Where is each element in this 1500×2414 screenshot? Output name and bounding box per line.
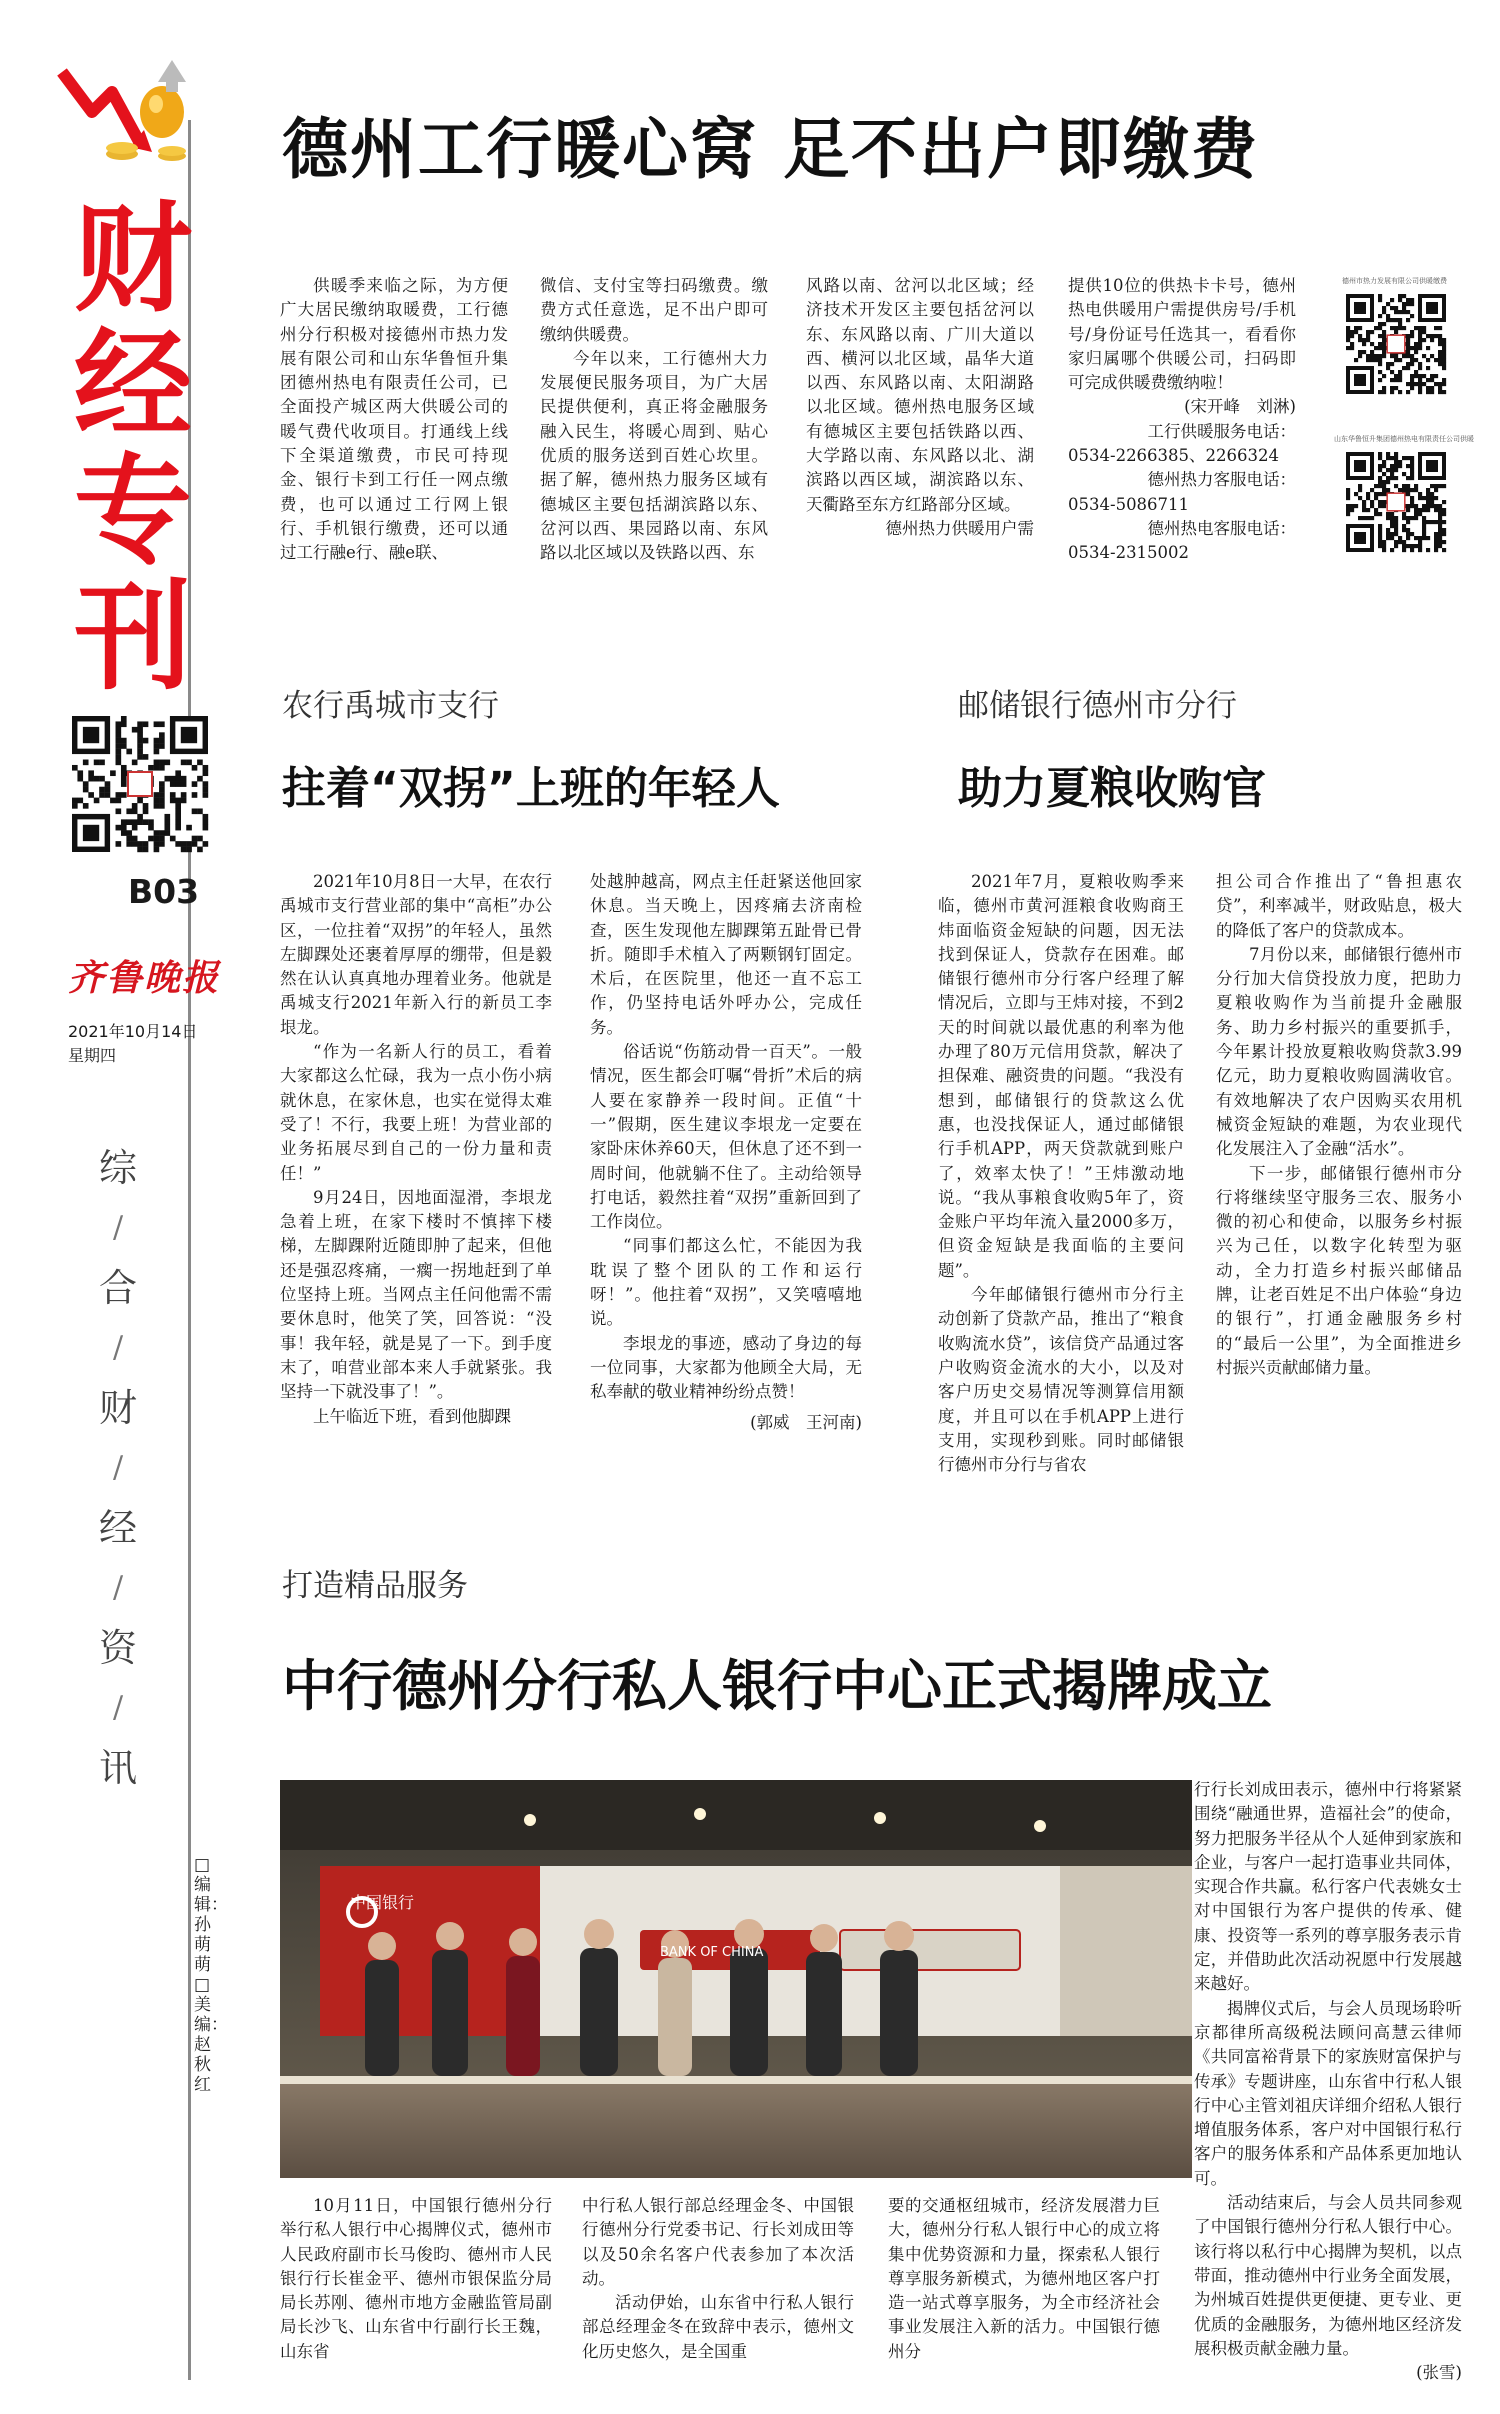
article4-byline: (张雪) bbox=[1416, 2363, 1462, 2383]
column-name: 综 / 合 / 财 / 经 / 资 / 讯 bbox=[92, 1138, 144, 1798]
article4-bottom-col1 bbox=[280, 2194, 552, 2361]
qr-code-icon bbox=[72, 716, 208, 852]
column-char: 综 bbox=[98, 1146, 137, 1190]
article3-col2 bbox=[1216, 870, 1462, 1460]
paragraph: 供暖季来临之际，为方便广大居民缴纳取暖费，工行德州分行积极对接德州市热力发展有限公司和山东华鲁恒升集团德州热电有限责任公司，已全面投产城区两大供暖公司的暖气费代收项目。打通线上线下全渠道缴费，市民可持现金、银行卡到工行任一网点缴费，也可以通过工行网上银行、手机银行缴费，还可以通过工行融e行、融e联、 bbox=[280, 276, 508, 563]
paragraph: 今年邮储银行德州市分行主动创新了贷款产品，推出了“粮食收购流水贷”，该信贷产品通过客户收购资金流水的大小，以及对客户历史交易情况等测算信用额度，并且可以在手机APP上进行支用，实现秒到账。同时邮储银行德州市分行与省农 bbox=[938, 1285, 1184, 1475]
newspaper-masthead: 齐鲁晚报 bbox=[68, 957, 221, 999]
paragraph: 处越肿越高，网点主任赶紧送他回家休息。当天晚上，因疼痛去济南检查，医生发现他左脚踝第五趾骨已骨折。随即手术植入了两颗钢钉固定。术后，在医院里，他还一直不忘工作，仍坚持电话外呼办公，完成任务。 bbox=[590, 872, 862, 1037]
article2-kicker: 农行禹城市支行 bbox=[282, 688, 499, 724]
paragraph: “同事们都这么忙，不能因为我耽误了整个团队的工作和运行呀！”。他拄着“双拐”，又笑嘻嘻地说。 bbox=[590, 1236, 862, 1329]
article1-col1 bbox=[280, 274, 508, 590]
column-char: 财 bbox=[98, 1386, 137, 1430]
contact-label: 德州热电客服电话： bbox=[1147, 518, 1296, 538]
paragraph: 今年以来，工行德州大力发展便民服务项目，为广大居民提供便利，真正将金融服务融入民生，将暖心周到、贴心优质的服务送到百姓心坎里。据了解，德州热力服务区域有德城区主要包括湖滨路以东、岔河以西、果园路以南、东风路以北区域以及铁路以西、东 bbox=[540, 348, 768, 563]
page-number: B03 bbox=[128, 872, 200, 911]
paragraph: 俗话说“伤筋动骨一百天”。一般情况，医生都会叮嘱“骨折”术后的病人要在家静养一段时间。正值“十一”假期，医生建议李垠龙一定要在家卧床休养60天，但休息了还不到一周时间，他就躺不住了。主动给领导打电话，毅然拄着“双拐”重新回到了工作岗位。 bbox=[590, 1042, 862, 1232]
article1-col3 bbox=[806, 274, 1034, 590]
paragraph: 提供10位的供热卡卡号，德州热电供暖用户需提供房号/手机号/身份证号任选其一，看看你家归属哪个供暖公司，扫码即可完成供暖费缴纳啦！ bbox=[1068, 276, 1296, 393]
paragraph: 要的交通枢纽城市，经济发展潜力巨大，德州分行私人银行中心的成立将集中优势资源和力量，探索私人银行尊享服务新模式，为德州地区客户打造一站式尊享服务，为全市经济社会事业发展注入新的活力。中国银行德州分 bbox=[888, 2196, 1160, 2361]
contact-label: 德州热力客服电话： bbox=[1147, 470, 1296, 490]
article4-bottom-col3 bbox=[888, 2194, 1160, 2361]
paragraph: 风路以南、岔河以北区域；经济技术开发区主要包括岔河以东、东风路以南、广川大道以西、横河以北区域，晶华大道以西、东风路以南、太阳湖路以北区域。德州热电服务区域有德城区主要包括铁路以西、大学路以南、东风路以北、湖滨路以西区域，湖滨路以东、天衢路至东方红路部分区域。 bbox=[806, 276, 1034, 514]
paragraph: 9月24日，因地面湿滑，李垠龙急着上班，在家下楼时不慎摔下楼梯，左脚踝附近随即肿了起来，但他还是强忍疼痛，一瘸一拐地赶到了单位坚持上班。当网点主任问他需不需要休息时，他笑了笑，回答说：“没事！我年轻，就是晃了一下。到手度末了，咱营业部本来人手就紧张。我坚持一下就没事了！”。 bbox=[280, 1187, 552, 1402]
article3-col1 bbox=[938, 870, 1184, 1475]
article1-col4 bbox=[1068, 274, 1296, 590]
photo-sign-text: BANK OF CHINA bbox=[660, 1945, 764, 1960]
finance-logo-icon bbox=[52, 52, 207, 170]
article1-headline: 德州工行暖心窝 足不出户即缴费 bbox=[282, 111, 1259, 188]
paragraph: 7月份以来，邮储银行德州市分行加大信贷投放力度，把助力夏粮收购作为当前提升金融服务、助力乡村振兴的重要抓手，今年累计投放夏粮收购贷款3.99亿元，助力夏粮收购圆满收官。有效地解决了农户因购买农用机械资金短缺的难题，为农业现代化发展注入了金融“活水”。 bbox=[1216, 944, 1462, 1159]
article4-headline: 中行德州分行私人银行中心正式揭牌成立 bbox=[282, 1654, 1273, 1718]
paragraph: 德州热力供暖用户需 bbox=[885, 518, 1034, 538]
contact-value: 0534-2315002 bbox=[1068, 543, 1190, 563]
qr-code-icon bbox=[1346, 452, 1446, 552]
date-text: 2021年10月14日 bbox=[68, 1022, 198, 1041]
ceremony-photo bbox=[280, 1780, 1192, 2178]
article3-kicker: 邮储银行德州市分行 bbox=[958, 688, 1237, 724]
paragraph: 活动结束后，与会人员共同参观了中国银行德州分行私人银行中心。该行将以私行中心揭牌为契机，以点带面，推动德州中行业务全面发展，为州城百姓提供更便捷、更专业、更优质的金融服务，为德州地区经济发展积极贡献金融力量。 bbox=[1194, 2193, 1462, 2358]
paragraph: 2021年7月，夏粮收购季来临，德州市黄河涯粮食收购商王炜面临资金短缺的问题，因无法找到保证人，贷款存在困难。邮储银行德州市分行客户经理了解情况后，立即与王炜对接，不到2天的时间就以最优惠的利率为他办理了80万元信用贷款，解决了担保难、融资贵的问题。“我没有想到，邮储银行的贷款这么优惠，也没找保证人，通过邮储银行手机APP，两天贷款就到账户了，效率太快了！”王炜激动地说。“我从事粮食收购5年了，资金账户平均年流入量2000多万，但资金短缺是我面临的主要问题”。 bbox=[938, 872, 1184, 1280]
paragraph: 揭牌仪式后，与会人员现场聆听京都律所高级税法顾问高慧云律师《共同富裕背景下的家族财富保护与传承》专题讲座，山东省中行私人银行中心主管刘祖庆详细介绍私人银行增值服务体系，客户对中国银行私行客户的服务体系和产品体系更加地认可。 bbox=[1194, 1998, 1462, 2188]
paragraph: 活动伊始，山东省中行私人银行部总经理金冬在致辞中表示，德州文化历史悠久，是全国重 bbox=[582, 2293, 854, 2361]
contact-list bbox=[1068, 420, 1296, 566]
editors-credit: □编辑：孙萌萌 □美编：赵秋红 bbox=[194, 1855, 228, 2095]
column-char: 资 bbox=[98, 1626, 137, 1670]
article2-headline: 拄着“双拐”上班的年轻人 bbox=[282, 763, 780, 814]
column-char: 合 bbox=[98, 1266, 137, 1310]
qr-caption: 德州市热力发展有限公司供暖缴费 bbox=[1342, 277, 1447, 285]
article4-kicker: 打造精品服务 bbox=[282, 1568, 468, 1604]
paragraph: 下一步，邮储银行德州市分行将继续坚守服务三农、服务小微的初心和使命，以服务乡村振兴为己任，以数字化转型为驱动，全力打造乡村振兴邮储品牌，让老百姓足不出户体验“身边的银行”，打通金融服务乡村的“最后一公里”，为全面推进乡村振兴贡献邮储力量。 bbox=[1216, 1163, 1462, 1377]
column-char: 经 bbox=[98, 1506, 137, 1550]
paragraph: 担公司合作推出了“鲁担惠农贷”，利率减半，财政贴息，极大的降低了客户的贷款成本。 bbox=[1216, 872, 1462, 940]
paragraph: 微信、支付宝等扫码缴费。缴费方式任意选，足不出户即可缴纳供暖费。 bbox=[540, 276, 768, 344]
paragraph: “作为一名新人行的员工，看着大家都这么忙碌，我为一点小伤小病就休息，在家休息，也实在觉得太难受了！不行，我要上班！为营业部的业务拓展尽到自己的一份力量和责任！” bbox=[280, 1042, 552, 1183]
contact-label: 工行供暖服务电话： bbox=[1147, 421, 1296, 441]
weekday-text: 星期四 bbox=[68, 1046, 117, 1065]
article1-col2 bbox=[540, 274, 768, 590]
column-char: 讯 bbox=[98, 1746, 137, 1790]
contact-value: 0534-2266385、2266324 bbox=[1068, 446, 1280, 466]
paragraph: 上午临近下班，看到他脚踝 bbox=[313, 1406, 511, 1426]
article3-headline: 助力夏粮收购官 bbox=[958, 763, 1266, 814]
article4-bottom-col2 bbox=[582, 2194, 854, 2361]
publish-date bbox=[68, 1020, 197, 1068]
section-title: 财经专刊 bbox=[73, 190, 192, 706]
photo-sign-text: 中国银行 bbox=[350, 1893, 415, 1912]
paragraph: 2021年10月8日一大早，在农行禹城市支行营业部的集中“高柜”办公区，一位拄着“双拐”的年轻人，虽然左脚踝处还裹着厚厚的绷带，但是毅然在认认真真地办理着业务。他就是禹城支行2021年新入行的新员工李垠龙。 bbox=[280, 872, 552, 1037]
article2-col1 bbox=[280, 870, 552, 1460]
paragraph: 行行长刘成田表示，德州中行将紧紧围绕“融通世界，造福社会”的使命，努力把服务半径从个人延伸到家族和企业，与客户一起打造事业共同体，实现合作共赢。私行客户代表姚女士对中国银行为客户提供的传承、健康、投资等一系列的尊享服务表示肯定，并借助此次活动祝愿中行发展越来越好。 bbox=[1194, 1780, 1462, 1994]
qr-code-icon bbox=[1346, 294, 1446, 394]
paragraph: 10月11日，中国银行德州分行举行私人银行中心揭牌仪式，德州市人民政府副市长马俊昀、德州市人民银行行长崔金平、德州市银保监分局局长苏刚、德州市地方金融监管局副局长沙飞、山东省中行副行长王魏，山东省 bbox=[280, 2196, 552, 2361]
paragraph: 李垠龙的事迹，感动了身边的每一位同事，大家都为他顾全大局，无私奉献的敬业精神纷纷点赞！ bbox=[590, 1333, 862, 1402]
contact-value: 0534-5086711 bbox=[1068, 494, 1190, 514]
article1-byline: (宋开峰 刘淋) bbox=[1184, 397, 1296, 417]
article2-col2 bbox=[590, 870, 862, 1460]
article4-right-col bbox=[1194, 1778, 1462, 2383]
paragraph: 中行私人银行部总经理金冬、中国银行德州分行党委书记、行长刘成田等以及50余名客户代表参加了本次活动。 bbox=[582, 2196, 854, 2288]
qr-caption: 山东华鲁恒升集团德州热电有限责任公司供暖 bbox=[1334, 435, 1474, 443]
article2-byline: (郭威 王河南) bbox=[750, 1412, 862, 1432]
